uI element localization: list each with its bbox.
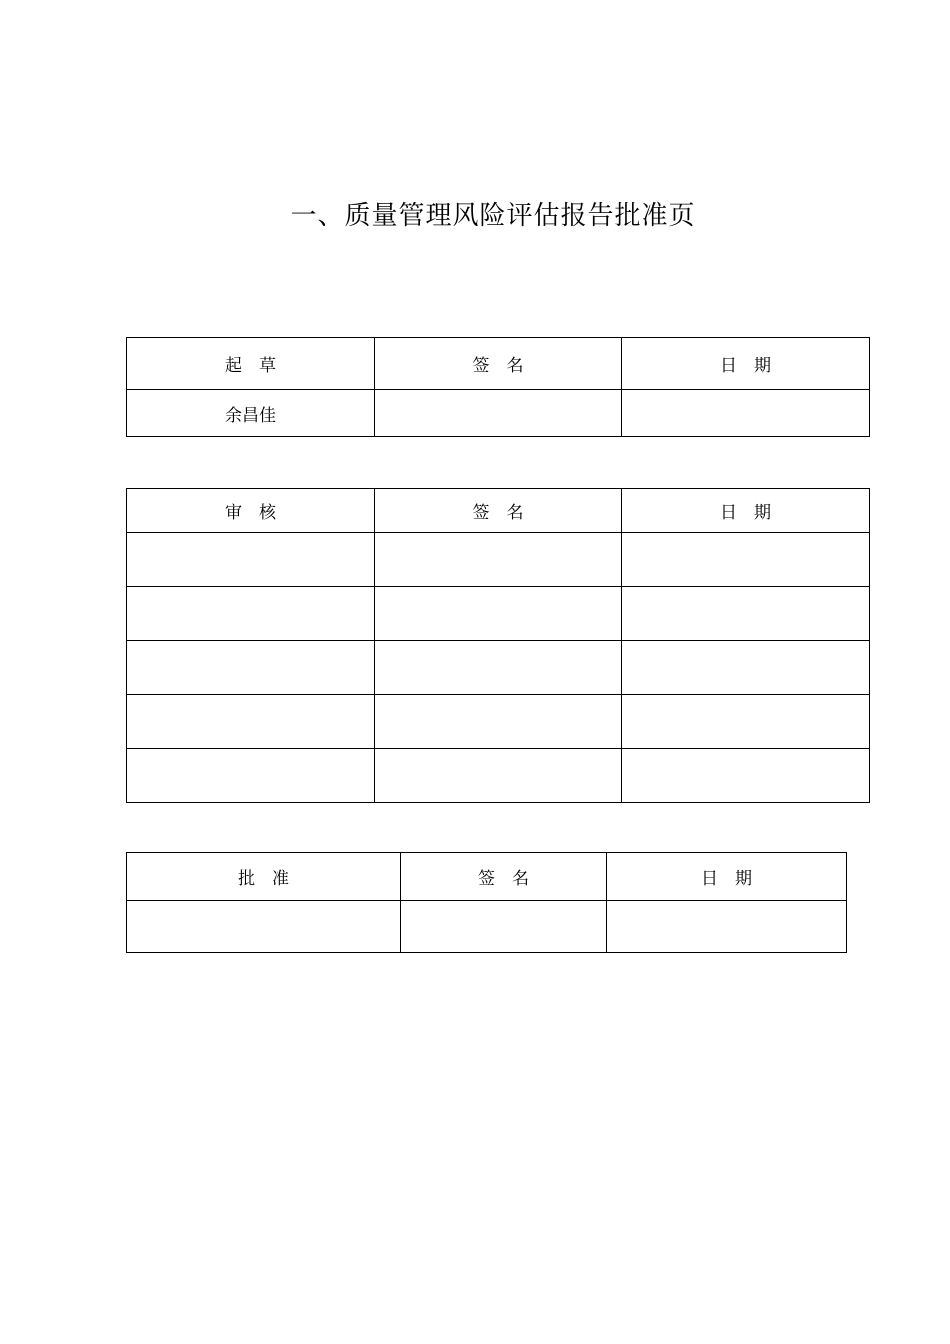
header-date: 日 期	[607, 853, 847, 901]
approver-signature-cell[interactable]	[401, 901, 607, 953]
header-date: 日 期	[622, 338, 870, 390]
table-header-row	[127, 853, 847, 901]
draft-signature-table	[126, 337, 870, 437]
header-signature: 签 名	[375, 489, 622, 533]
table-row	[127, 641, 870, 695]
reviewer-signature-cell[interactable]	[375, 749, 622, 803]
table-row	[127, 390, 870, 437]
reviewer-name-cell[interactable]	[127, 533, 375, 587]
reviewer-date-cell[interactable]	[622, 695, 870, 749]
table-row	[127, 901, 847, 953]
table-row	[127, 749, 870, 803]
reviewer-signature-cell[interactable]	[375, 587, 622, 641]
header-signature: 签 名	[375, 338, 622, 390]
reviewer-name-cell[interactable]	[127, 641, 375, 695]
page-title: 一、质量管理风险评估报告批准页	[290, 201, 696, 231]
reviewer-date-cell[interactable]	[622, 533, 870, 587]
review-signature-table	[126, 488, 870, 803]
header-reviewer: 审 核	[127, 489, 375, 533]
reviewer-signature-cell[interactable]	[375, 533, 622, 587]
reviewer-name-cell[interactable]	[127, 749, 375, 803]
header-date: 日 期	[622, 489, 870, 533]
header-approver: 批 准	[127, 853, 401, 901]
reviewer-name-cell[interactable]	[127, 587, 375, 641]
reviewer-date-cell[interactable]	[622, 587, 870, 641]
header-signature: 签 名	[401, 853, 607, 901]
reviewer-signature-cell[interactable]	[375, 695, 622, 749]
approve-signature-table	[126, 852, 847, 953]
reviewer-date-cell[interactable]	[622, 641, 870, 695]
table-row	[127, 695, 870, 749]
reviewer-date-cell[interactable]	[622, 749, 870, 803]
reviewer-signature-cell[interactable]	[375, 641, 622, 695]
drafter-signature-cell[interactable]	[375, 390, 622, 437]
reviewer-name-cell[interactable]	[127, 695, 375, 749]
table-header-row	[127, 489, 870, 533]
table-row	[127, 587, 870, 641]
drafter-name-cell: 余昌佳	[127, 390, 375, 437]
header-drafter: 起 草	[127, 338, 375, 390]
approver-name-cell[interactable]	[127, 901, 401, 953]
drafter-date-cell[interactable]	[622, 390, 870, 437]
approver-date-cell[interactable]	[607, 901, 847, 953]
table-header-row	[127, 338, 870, 390]
table-row	[127, 533, 870, 587]
